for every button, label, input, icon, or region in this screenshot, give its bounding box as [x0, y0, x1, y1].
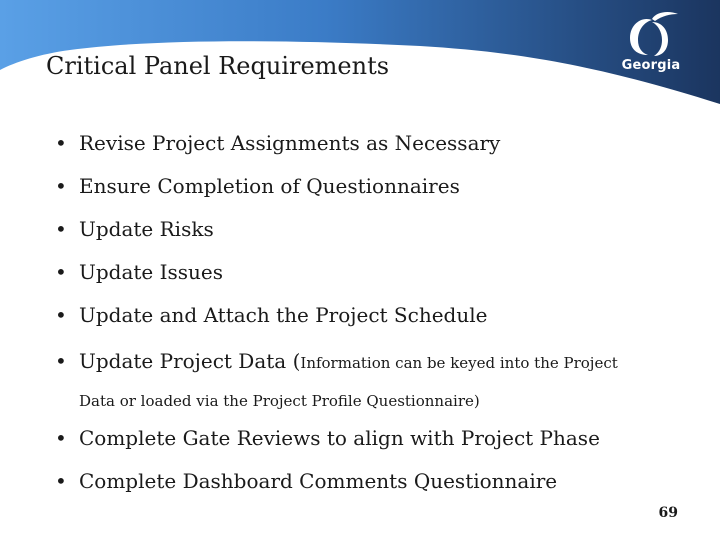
- logo-wordmark: Georgia: [621, 58, 681, 73]
- page-number: 69: [658, 505, 678, 521]
- bullet-text: Revise Project Assignments as Necessary: [79, 131, 501, 155]
- bullet-text: Update Issues: [79, 260, 224, 284]
- peach-logo-icon: [622, 10, 680, 58]
- bullet-text: Ensure Completion of Questionnaires: [79, 174, 460, 198]
- bullet-text: Update and Attach the Project Schedule: [79, 303, 488, 327]
- bullet-subtext: Data or loaded via the Project Profile Questionnaire): [79, 392, 480, 410]
- bullet-list: [52, 128, 692, 509]
- bullet-item: [52, 300, 692, 330]
- bullet-subtext: Information can be keyed into the Project: [300, 354, 618, 372]
- bullet-item: [52, 214, 692, 244]
- bullet-item: [52, 423, 692, 453]
- bullet-item: [52, 466, 692, 496]
- slide-title: Critical Panel Requirements: [46, 52, 390, 80]
- georgia-logo: [612, 10, 690, 80]
- bullet-item: [52, 257, 692, 287]
- bullet-text: Update Project Data (: [79, 349, 301, 373]
- bullet-item: [52, 343, 692, 419]
- bullet-text: Complete Gate Reviews to align with Project Phase: [79, 426, 600, 450]
- bullet-text: Update Risks: [79, 217, 214, 241]
- bullet-text: Complete Dashboard Comments Questionnaire: [79, 469, 558, 493]
- bullet-item: [52, 128, 692, 158]
- bullet-item: [52, 171, 692, 201]
